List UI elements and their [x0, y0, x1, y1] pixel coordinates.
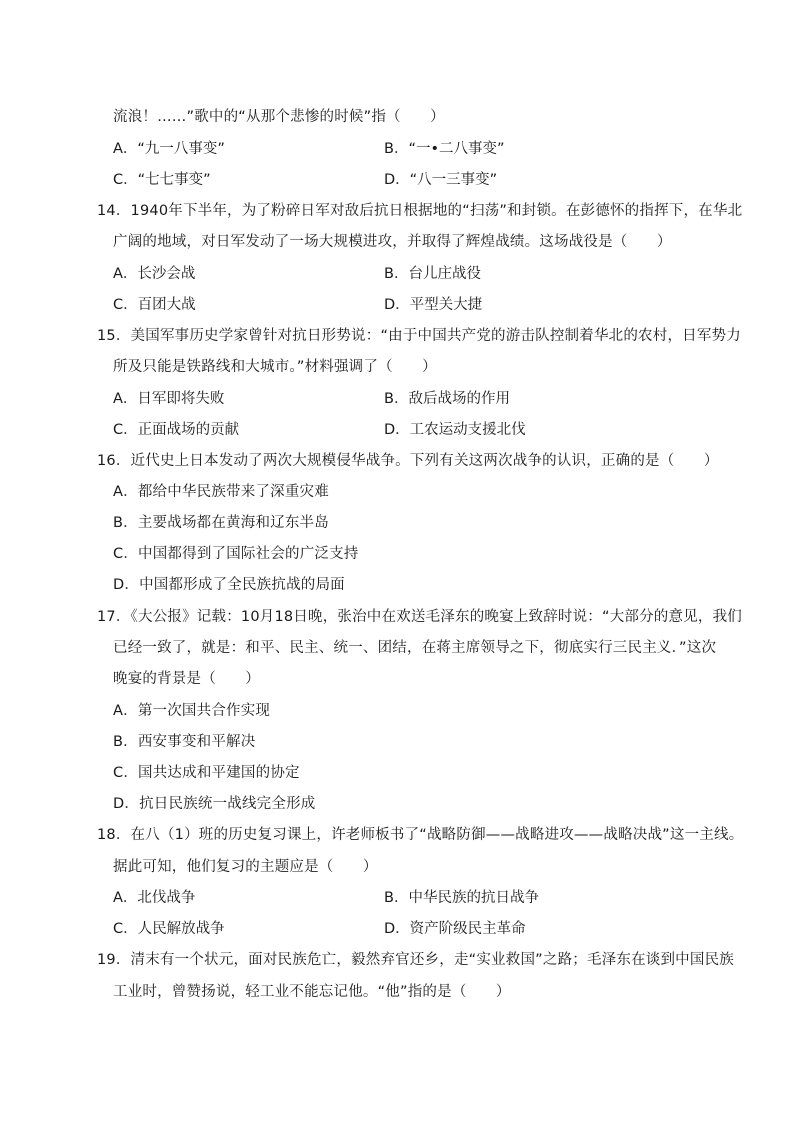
question-17-option-d: D．抗日民族统一战线完全形成 [113, 796, 316, 812]
question-14-option-a: A．长沙会战 [113, 266, 196, 282]
question-15-text-line-2: 所及只能是铁路线和大城市。”材料强调了（ ） [113, 359, 437, 375]
question-15-option-a: A．日军即将失败 [113, 391, 225, 407]
question-19-text-line-2: 工业时，曾赞扬说，轻工业不能忘记他。“他”指的是（ ） [113, 984, 511, 1000]
question-14-option-c: C．百团大战 [113, 297, 196, 313]
question-14-option-b: B．台儿庄战役 [384, 266, 481, 282]
question-17-option-a: A．第一次国共合作实现 [113, 703, 271, 719]
question-13-option-d: D．“八一三事变” [384, 172, 498, 188]
question-18-option-a: A．北伐战争 [113, 890, 196, 906]
question-17-text-line-3: 晚宴的背景是（ ） [113, 671, 260, 687]
question-16-option-b: B．主要战场都在黄海和辽东半岛 [113, 515, 329, 531]
question-14-text-line-2: 广阔的地域，对日军发动了一场大规模进攻，并取得了辉煌战绩。这场战役是（ ） [113, 234, 672, 250]
question-15-text-line-1: 15．美国军事历史学家曾针对抗日形势说：“由于中国共产党的游击队控制着华北的农村，日军势力 [97, 328, 741, 344]
question-17-option-c: C．国共达成和平建国的协定 [113, 765, 300, 781]
question-18-option-b: B．中华民族的抗日战争 [384, 890, 539, 906]
question-19-text-line-1: 19．清末有一个状元，面对民族危亡，毅然弃官还乡，走“实业救国”之路；毛泽东在谈到中国民族 [97, 952, 734, 968]
question-18-text-line-1: 18．在八（1）班的历史复习课上，许老师板书了“战略防御——战略进攻——战略决战”这一主线。 [97, 827, 744, 843]
question-16-option-c: C．中国都得到了国际社会的广泛支持 [113, 546, 359, 562]
question-16-text: 16．近代史上日本发动了两次大规模侵华战争。下列有关这两次战争的认识，正确的是（ ） [97, 453, 719, 469]
question-15-option-b: B．敌后战场的作用 [384, 391, 510, 407]
question-13-option-b: B．“一•二八事变” [384, 141, 505, 157]
question-13-option-c: C．“七七事变” [113, 172, 211, 188]
question-17-option-b: B．西安事变和平解决 [113, 734, 256, 750]
question-15-option-d: D．工农运动支援北伐 [384, 422, 526, 438]
question-15-option-c: C．正面战场的贡献 [113, 422, 240, 438]
question-17-text-line-1: 17．《大公报》记载：10月18日晚，张治中在欢送毛泽东的晚宴上致辞时说：“大部分的意见，我们 [97, 609, 743, 625]
question-18-text-line-2: 据此可知，他们复习的主题应是（ ） [113, 859, 378, 875]
question-16-option-a: A．都给中华民族带来了深重灾难 [113, 484, 329, 500]
question-18-option-c: C．人民解放战争 [113, 921, 225, 937]
question-16-option-d: D．中国都形成了全民族抗战的局面 [113, 577, 345, 593]
question-18-option-d: D．资产阶级民主革命 [384, 921, 526, 937]
question-13-text: 流浪！……”歌中的“从那个悲惨的时候”指（ ） [113, 109, 445, 125]
question-14-option-d: D．平型关大捷 [384, 297, 483, 313]
question-14-text-line-1: 14．1940年下半年，为了粉碎日军对敌后抗日根据地的“扫荡”和封锁。在彭德怀的指挥下，在华北 [97, 203, 743, 219]
question-13-option-a: A．“九一八事变” [113, 141, 225, 157]
question-17-text-line-2: 已经一致了，就是：和平、民主、统一、团结，在蒋主席领导之下，彻底实行三民主义．”这次 [113, 640, 717, 656]
